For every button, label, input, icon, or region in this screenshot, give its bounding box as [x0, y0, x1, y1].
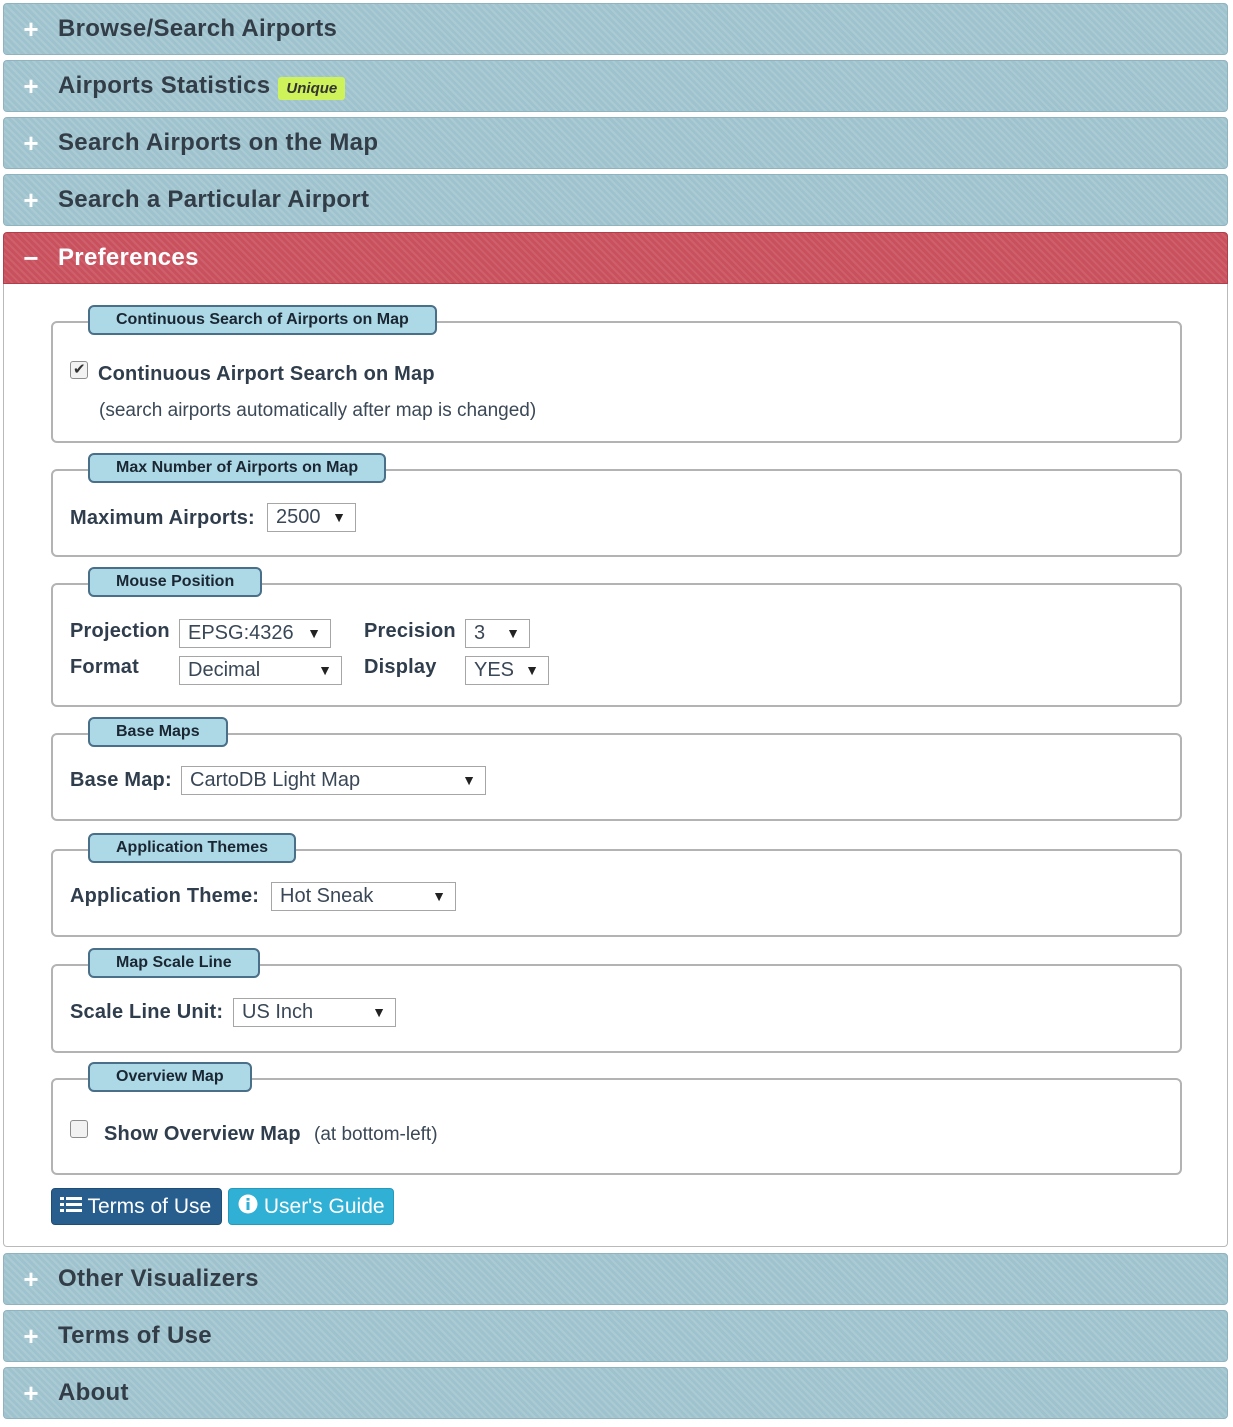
base-maps-fieldset [51, 723, 1182, 821]
map-scale-line-fieldset [51, 954, 1182, 1053]
chevron-down-icon: ▼ [307, 625, 321, 641]
plus-icon: + [23, 1321, 39, 1351]
application-theme-select[interactable] [271, 882, 456, 911]
chevron-down-icon: ▼ [525, 662, 539, 678]
max-airports-label: Maximum Airports: [70, 507, 255, 529]
plus-icon: + [23, 185, 39, 215]
projection-select[interactable] [179, 619, 331, 648]
select-value: US Inch [242, 1001, 314, 1023]
select-value: Hot Sneak [280, 885, 374, 907]
section-title: Preferences [58, 244, 199, 271]
fieldset-legend: Continuous Search of Airports on Map [88, 305, 437, 335]
continuous-search-checkbox[interactable] [70, 361, 88, 379]
plus-icon: + [23, 128, 39, 158]
overview-map-label: Show Overview Map [104, 1123, 301, 1145]
format-select[interactable] [179, 656, 342, 685]
section-airports-statistics[interactable] [3, 60, 1228, 112]
overview-map-fieldset [51, 1068, 1182, 1175]
section-title: Search Airports on the Map [58, 129, 379, 156]
section-terms-of-use[interactable] [3, 1310, 1228, 1362]
format-label: Format [70, 656, 139, 678]
overview-map-note: (at bottom-left) [314, 1124, 438, 1145]
chevron-down-icon: ▼ [462, 772, 476, 788]
select-value: 2500 [276, 506, 321, 528]
chevron-down-icon: ▼ [506, 625, 520, 641]
section-title: Browse/Search Airports [58, 15, 338, 42]
application-theme-label: Application Theme: [70, 885, 260, 907]
section-title: Search a Particular Airport [58, 186, 370, 213]
scale-line-unit-select[interactable] [233, 998, 396, 1027]
plus-icon: + [23, 1378, 39, 1408]
max-airports-fieldset [51, 459, 1182, 557]
select-value: CartoDB Light Map [190, 769, 361, 791]
fieldset-legend: Overview Map [88, 1062, 252, 1092]
list-icon [60, 1190, 82, 1225]
section-title: Airports Statistics [58, 72, 271, 99]
fieldset-legend: Mouse Position [88, 567, 262, 597]
chevron-down-icon: ▼ [332, 509, 346, 525]
chevron-down-icon: ▼ [318, 662, 332, 678]
users-guide-button-label: User's Guide [263, 1195, 385, 1218]
continuous-search-fieldset [51, 311, 1182, 443]
scale-line-unit-label: Scale Line Unit: [70, 1001, 224, 1023]
plus-icon: + [23, 14, 39, 44]
precision-select[interactable] [465, 619, 530, 648]
minus-icon: − [23, 243, 39, 273]
chevron-down-icon: ▼ [432, 888, 446, 904]
select-value: EPSG:4326 [188, 622, 294, 644]
section-search-particular-airport[interactable] [3, 174, 1228, 226]
display-select[interactable] [465, 656, 549, 685]
terms-of-use-button-label: Terms of Use [87, 1195, 212, 1218]
projection-label: Projection [70, 620, 170, 642]
overview-map-checkbox[interactable] [70, 1120, 88, 1138]
continuous-search-note: (search airports automatically after map is changed) [99, 400, 537, 421]
base-map-select[interactable] [181, 766, 486, 795]
select-value: Decimal [188, 659, 261, 681]
terms-of-use-button[interactable] [51, 1188, 222, 1225]
select-value: YES [474, 659, 515, 681]
plus-icon: + [23, 71, 39, 101]
section-title: About [58, 1379, 129, 1406]
info-icon [238, 1190, 258, 1225]
section-preferences[interactable] [3, 232, 1228, 284]
users-guide-button[interactable] [228, 1188, 394, 1225]
fieldset-legend: Base Maps [88, 717, 228, 747]
plus-icon: + [23, 1264, 39, 1294]
chevron-down-icon: ▼ [372, 1004, 386, 1020]
continuous-search-label: Continuous Airport Search on Map [98, 363, 435, 385]
precision-label: Precision [364, 620, 456, 642]
section-other-visualizers[interactable] [3, 1253, 1228, 1305]
mouse-position-fieldset [51, 573, 1182, 707]
fieldset-legend: Max Number of Airports on Map [88, 453, 386, 483]
fieldset-legend: Map Scale Line [88, 948, 260, 978]
application-themes-fieldset [51, 839, 1182, 937]
section-search-airports-on-map[interactable] [3, 117, 1228, 169]
section-title: Other Visualizers [58, 1265, 259, 1292]
section-browse-search-airports[interactable] [3, 3, 1228, 55]
preferences-panel [3, 284, 1228, 1247]
display-label: Display [364, 656, 437, 678]
fieldset-legend: Application Themes [88, 833, 296, 863]
section-about[interactable] [3, 1367, 1228, 1419]
select-value: 3 [474, 622, 486, 644]
section-title: Terms of Use [58, 1322, 212, 1349]
unique-badge: Unique [278, 77, 345, 100]
max-airports-select[interactable] [267, 503, 356, 532]
base-map-label: Base Map: [70, 769, 172, 791]
